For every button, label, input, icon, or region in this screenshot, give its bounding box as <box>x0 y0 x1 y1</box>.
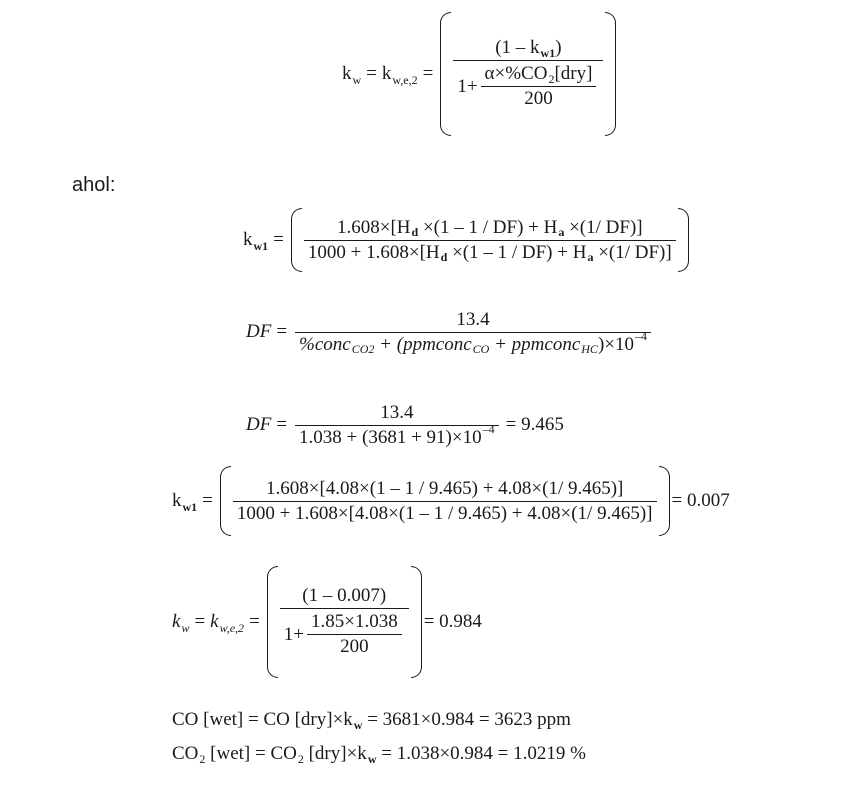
main-fraction: (1 – k w1 ) 1+ α×%CO 2 [dry] 200 <box>453 36 603 112</box>
right-paren <box>606 12 618 136</box>
kw-symbol: $k_w$ <box>342 63 362 87</box>
kwe2-symbol: $k_{w,e,2}$ <box>381 63 418 87</box>
equation-kw-definition: $k_w$ = $k_{w,e,2}$ = (1 – k w1 ) 1+ α×%CO 2 [dry] 200 <box>342 12 618 136</box>
equation-kw-value: $k_w$ = $k_{w,e,2}$ = (1 – 0.007) 1+ $\frac{1.85\times 1.038}{200}$ = 0.984 <box>172 566 482 678</box>
equation-co-wet: CO [wet] = CO [dry]×k w = 3681×0.984 = 3623 ppm <box>172 709 571 732</box>
equation-kw1-value: $k_{w1}$ = $\frac{1.608\times[4.08\times(1 - 1 / 9.465) + 4.08\times(1/ 9.465)]}{1000 + 1.608\times[4.08\times(1 - 1 / 9.465) + 4.08\times(1/ 9.465)]}$ = 0.007 <box>172 466 730 536</box>
label-ahol: ahol: <box>72 174 116 196</box>
equation-df-formula: DF = 13.4 %conc CO2 + (ppmconc CO + ppmconc HC )×10 –4 <box>246 300 654 364</box>
equation-co2-wet: CO 2 [wet] = CO 2 [dry]×k w = 1.038×0.984 = 1.0219 % <box>172 743 586 766</box>
inner-fraction: α×%CO 2 [dry] 200 <box>481 62 597 111</box>
left-paren <box>438 12 450 136</box>
equation-kw1-formula: $k_{w1}$ = 1.608×[H d ×(1 – 1 / DF) + H a ×(1/ DF)] 1000 + 1.608×[H d ×(1 – 1 / DF) + H a ×(1/ DF)] <box>243 208 691 272</box>
equation-df-value: DF = 13.4 1.038 + (3681 + 91)×10 –4 = 9.465 <box>246 401 564 448</box>
